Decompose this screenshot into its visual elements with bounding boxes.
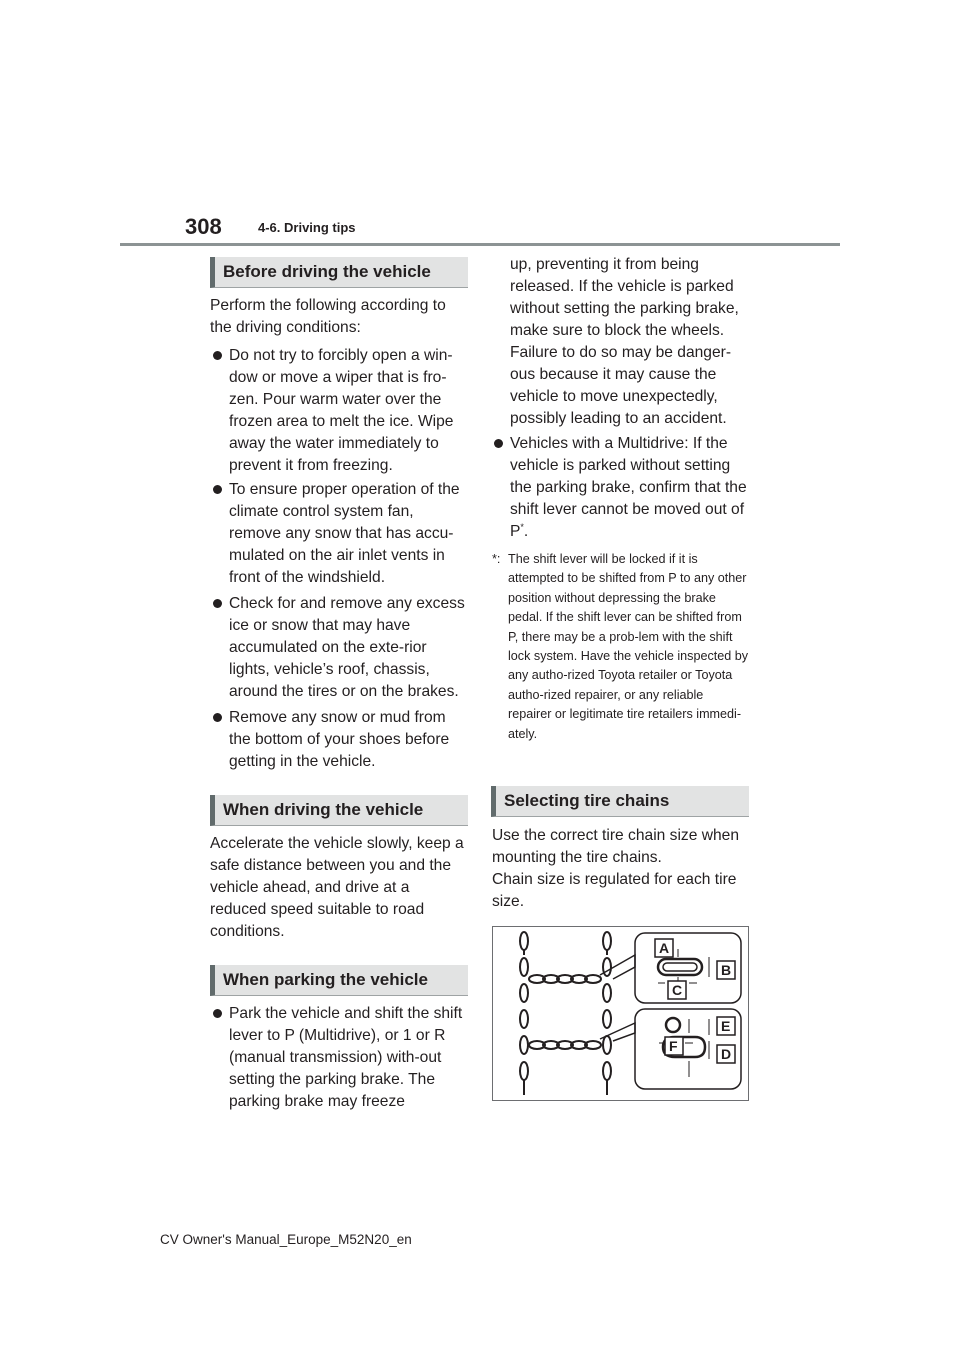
list-item-text-end: . (523, 523, 529, 540)
list-item (229, 593, 469, 703)
section-title: 4-6. Driving tips (258, 220, 356, 235)
list-item-text: Vehicles with a Multidrive: If the vehicle is parked without setting the parking brake, confirm that the shift lever cannot be moved out of P (510, 435, 747, 540)
heading-when-parking: When parking the vehicle (210, 965, 468, 996)
list-item (229, 479, 469, 589)
tire-chains-text-2: Chain size is regulated for each tire size. (492, 871, 737, 910)
cross-chain-top (529, 975, 601, 983)
list-item-continued (510, 254, 750, 430)
figure-label-b: B (721, 962, 732, 978)
figure-label-f: F (669, 1038, 678, 1054)
heading-before-driving: Before driving the vehicle (210, 257, 468, 288)
list-item-text: Park the vehicle and shift the shift lever to P (Multidrive), or 1 or R (manual transmission) with-out setting the parking brake. The parking brake may freeze (229, 1005, 463, 1110)
list-item (229, 345, 469, 477)
tire-chain-diagram (493, 927, 748, 1100)
bullet-icon (213, 351, 222, 360)
list-item (229, 1003, 469, 1113)
footnote-mark: *: (492, 552, 501, 566)
header-divider (120, 243, 840, 246)
heading-tire-chains: Selecting tire chains (491, 786, 749, 817)
list-item-text: To ensure proper operation of the climate control system fan, remove any snow that has accu-mulated on the air inlet vents in front of the windshield. (229, 481, 460, 586)
footnote-marker: * (520, 521, 524, 532)
figure-label-e: E (721, 1018, 731, 1034)
list-item (229, 707, 469, 773)
footer-document-name: CV Owner's Manual_Europe_M52N20_en (160, 1232, 412, 1247)
bullet-icon (213, 485, 222, 494)
heading-when-driving: When driving the vehicle (210, 795, 468, 826)
tire-chain-illustration (492, 926, 749, 1101)
list-item-text: up, preventing it from being released. If the vehicle is parked without setting the parking brake, make sure to block the wheels. Failure to do so may be danger-ous because it may cause the vehicle to move unexpectedly, possibly leading to an accident. (510, 256, 739, 427)
cross-chain-bottom (529, 1041, 601, 1049)
footnote-text: The shift lever will be locked if it is attempted to be shifted from P to any other position without depressing the brake pedal. If the shift lever can be shifted from P, there may be a prob-lem with the shift lock system. Have the vehicle inspected by any autho-rized Toyota retailer or Toyota autho-rized repairer, or any reliable repairer or legitimate tire retailers immedi-ately. (508, 552, 749, 741)
list-item-text: Check for and remove any excess ice or snow that may have accumulated on the exte-rior lights, vehicle’s roof, chassis, around the tires or on the brakes. (229, 595, 465, 700)
bullet-icon (213, 1009, 222, 1018)
before-driving-intro: Perform the following according to the driving conditions: (210, 297, 446, 336)
list-item-text: Do not try to forcibly open a win-dow or move a wiper that is fro-zen. Pour warm water over the frozen area to melt the ice. Wipe away the water immediately to prevent it from freezing. (229, 347, 454, 474)
vertical-chain-right (603, 932, 611, 1095)
bullet-icon (494, 439, 503, 448)
when-driving-text: Accelerate the vehicle slowly, keep a safe distance between you and the vehicle ahead, and drive at a reduced speed suitable to road conditions. (210, 835, 464, 940)
figure-label-a: A (659, 940, 670, 956)
bullet-icon (213, 713, 222, 722)
figure-label-c: C (672, 982, 683, 998)
list-item-text: Remove any snow or mud from the bottom of your shoes before getting in the vehicle. (229, 709, 450, 770)
list-item (510, 433, 750, 543)
bullet-icon (213, 599, 222, 608)
page-number: 308 (185, 214, 222, 239)
tire-chains-text: Use the correct tire chain size when mounting the tire chains. (492, 827, 740, 866)
figure-label-d: D (721, 1046, 732, 1062)
footnote (492, 550, 750, 744)
vertical-chain-left (520, 932, 528, 1095)
